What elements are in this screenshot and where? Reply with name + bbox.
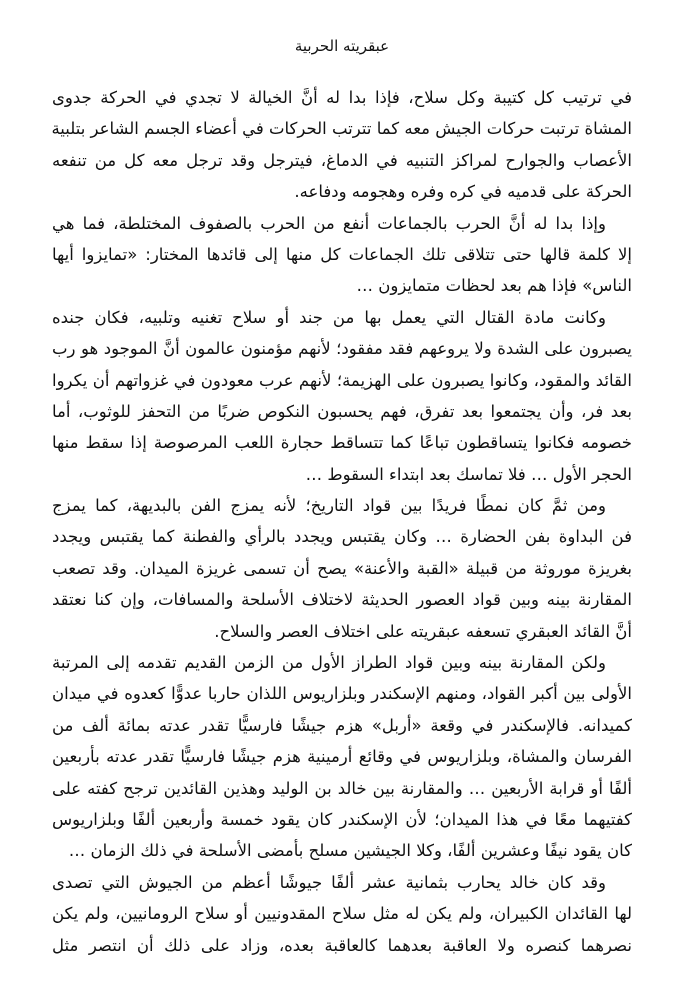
text-line: المشاة ترتبت حركات الجيش معه كما تترتب الحركات في أعضاء الجسم الشاعر بتلبية bbox=[51, 119, 632, 139]
text-line: الحجر الأول … فلا تماسك بعد ابتداء السقوط … bbox=[305, 464, 632, 484]
text-line: يصبرون على الشدة ولا يروعهم فقد مفقود؛ لأنهم مؤمنون عالمون أنَّ الموجود هو رب bbox=[52, 339, 632, 359]
text-line: ومن ثمَّ كان نمطًا فريدًا بين قواد التاريخ؛ لأنه يمزج الفن بالبديهة، كما يمزج bbox=[52, 496, 606, 516]
text-line: إلا كلمة قالها حتى تتلاقى تلك الجماعات كل منها إلى قائدها المختار: «تمايزوا أيها bbox=[52, 244, 632, 264]
text-line: خصومه فكانوا يتساقطون تباعًا كما تتساقط حجارة اللعب المرصوصة إذا سقط منها bbox=[52, 433, 632, 453]
text-line: نصرهما كنصره ولا العاقبة بعدهما كالعاقبة بعده، وزاد على ذلك أن انتصر مثل bbox=[52, 935, 632, 955]
text-line: فن البداوة بفن الحضارة … وكان يقتبس ويجدد بالرأي والفطنة كما يقتبس ويجدد bbox=[52, 527, 632, 547]
text-line: ولكن المقارنة بينه وبين قواد الطراز الأول من الزمن القديم تقدمه إلى المرتبة bbox=[52, 653, 606, 673]
text-line: ألفًا أو قرابة الأربعين … والمقارنة بين خالد بن الوليد وهذين القائدين ترجح كفته على bbox=[52, 778, 632, 798]
text-line: كفتيهما معًا في هذا الميدان؛ لأن الإسكندر كان يقود خمسة وأربعين ألفًا وبلزاريوس bbox=[52, 809, 632, 829]
text-line: أنَّ القائد العبقري تسعفه عبقريته على اختلاف العصر والسلاح. bbox=[214, 621, 632, 641]
body-text bbox=[52, 82, 632, 961]
text-line: الأعصاب والجوارح لمراكز التنبيه في الدماغ، فيترجل وقد ترجل معه كل من تنفعه bbox=[52, 150, 632, 170]
text-line: الأولى بين أكبر القواد، ومنهم الإسكندر وبلزاريوس اللذان حاربا عدوًّا كعدوه في ميدان bbox=[52, 684, 632, 704]
text-line: الناس» فإذا هم بعد لحظات متمايزون … bbox=[356, 276, 632, 296]
text-line: الحركة على قدميه في كره وفره وهجومه ودفاعه. bbox=[294, 182, 632, 202]
text-line: بغريزة موروثة من قبيلة «القبة والأعنة» يصح أن تسمى غريزة الميدان. وقد تصعب bbox=[52, 558, 632, 578]
text-line: في ترتيب كل كتيبة وكل سلاح، فإذا بدا له أنَّ الخيالة لا تجدي في الحركة جدوى bbox=[52, 88, 632, 107]
text-line: وقد كان خالد يحارب بثمانية عشر ألفًا جيوشًا أعظم من الجيوش التي تصدى bbox=[52, 872, 606, 892]
running-header: عبقريته الحربية bbox=[294, 37, 390, 55]
text-line: كميدانه. فالإسكندر في وقعة «أربل» هزم جيشًا فارسيًّا تقدر عدته بمائة ألف من bbox=[52, 715, 632, 735]
text-line: وإذا بدا له أنَّ الحرب بالجماعات أنفع من الحرب بالصفوف المختلطة، فما هي bbox=[52, 213, 606, 233]
text-line: الفرسان والمشاة، وبلزاريوس في وقائع أرمينية هزم جيشًا فارسيًّا تقدر عدته بأربعين bbox=[52, 747, 632, 767]
text-line: القائد والمقود، وكانوا يصبرون على الهزيمة؛ لأنهم عرب معودون في غزواتهم أن يكروا bbox=[52, 370, 632, 390]
text-line: المقارنة بينه وبين قواد العصور الحديثة لاختلاف الأسلحة والمسافات، وإن كنا نعتقد bbox=[52, 590, 632, 610]
text-line: بعد فر، وأن يجتمعوا بعد تفرق، فهم يحسبون النكوص ضربًا من التحفز للوثوب، أما bbox=[52, 401, 632, 421]
text-line: وكانت مادة القتال التي يعمل بها من جند أو سلاح تغنيه وتلبيه، فكان جنده bbox=[52, 307, 606, 327]
text-line: لها القائدان الكبيران، ولم يكن له مثل سلاح المقدونيين أو سلاح الرومانيين، ولم يكن bbox=[52, 904, 632, 924]
text-line: كان يقود نيفًا وعشرين ألفًا، وكلا الجيشين مسلح بأمضى الأسلحة في ذلك الزمان … bbox=[68, 841, 632, 861]
